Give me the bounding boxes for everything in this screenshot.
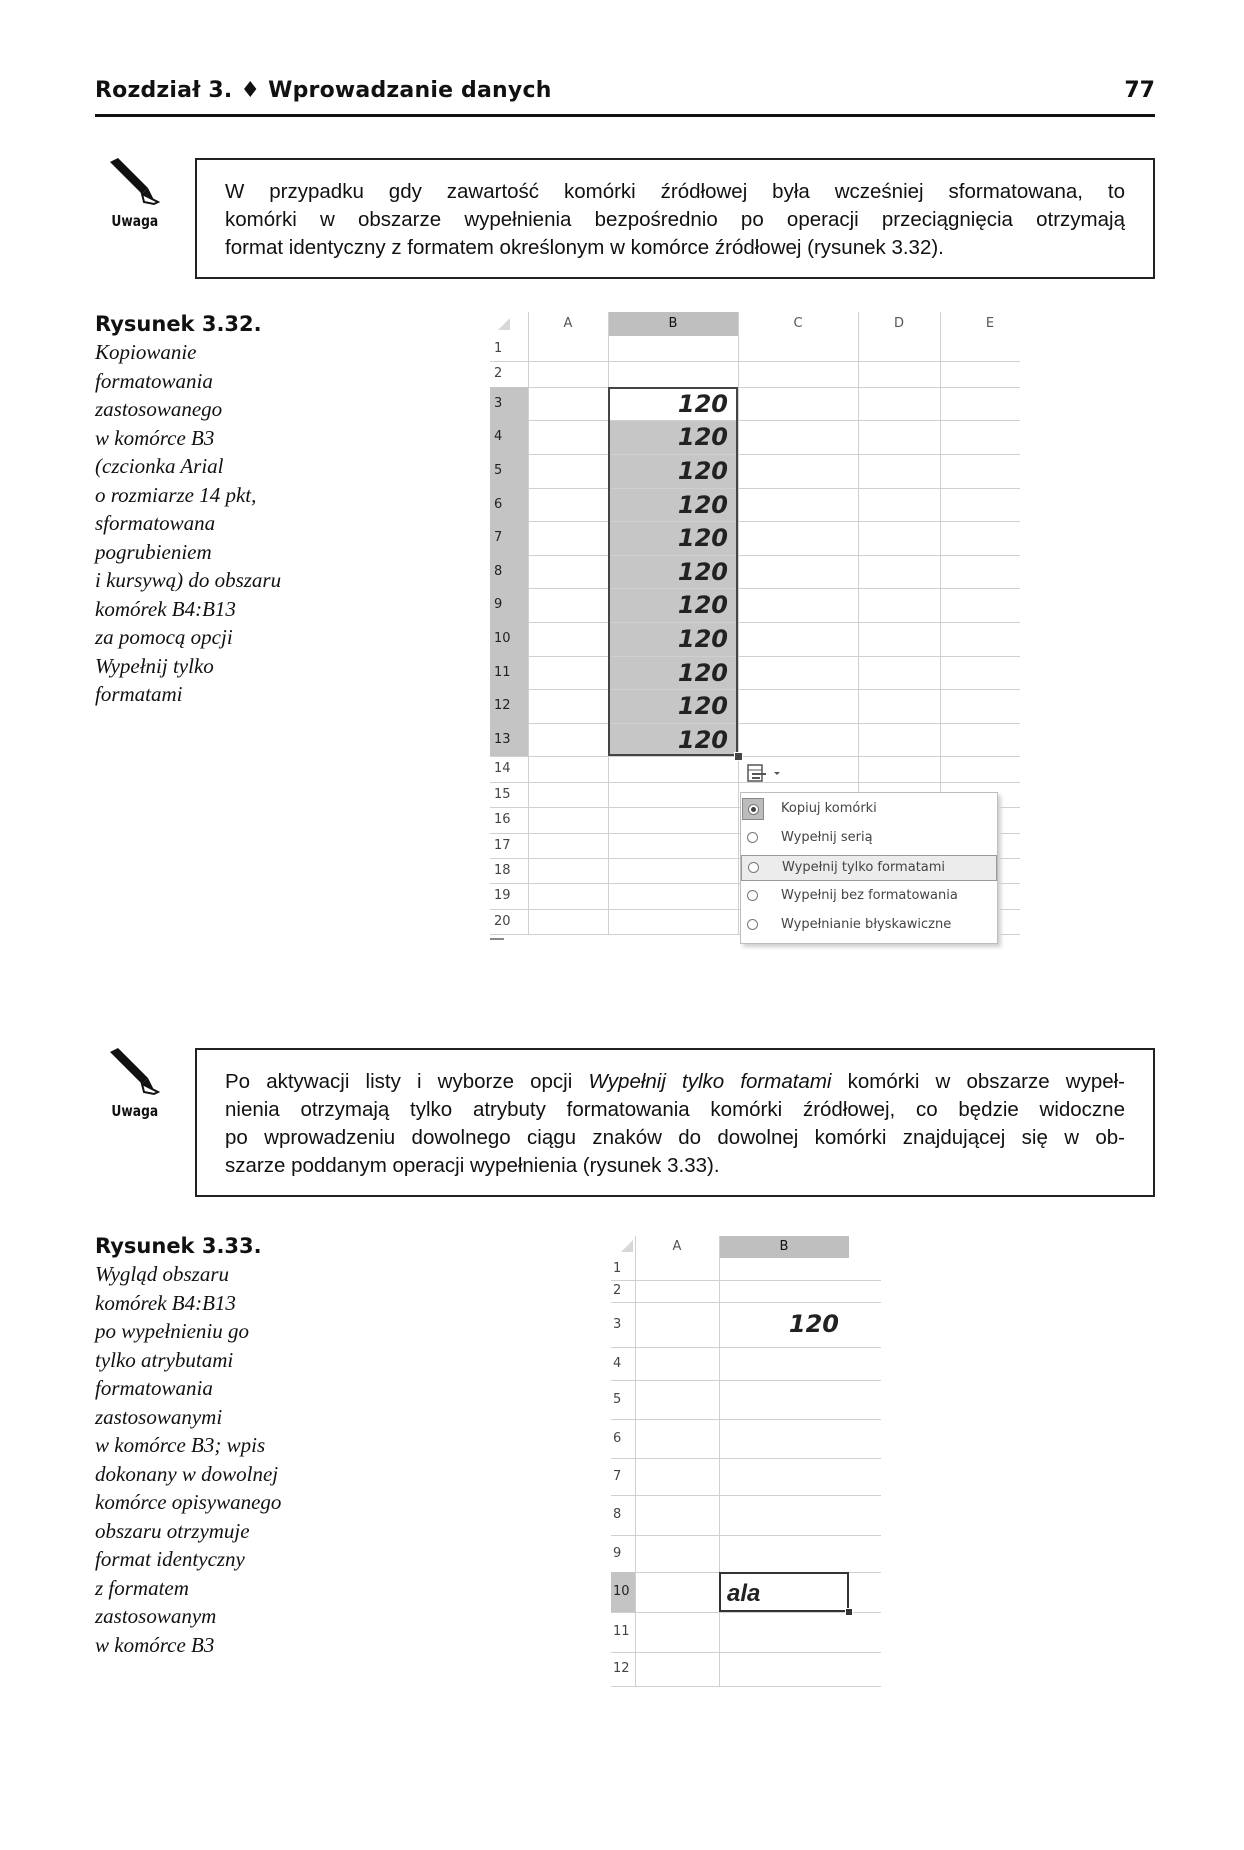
caption-line: o rozmiarze 14 pkt, <box>95 482 257 507</box>
gridline <box>490 723 1020 724</box>
column-header-e[interactable]: E <box>985 316 995 331</box>
figure-label: Rysunek 3.33. <box>95 1234 262 1258</box>
note-line: szarze poddanym operacji wypełnienia (rysunek 3.33). <box>225 1154 720 1177</box>
cell-b9[interactable]: 120 <box>609 589 738 622</box>
page-number: 77 <box>1124 78 1155 103</box>
figure-label: Rysunek 3.32. <box>95 312 262 336</box>
note-box-1 <box>195 158 1155 279</box>
row-header[interactable]: 7 <box>490 521 528 555</box>
caption-line: po wypełnieniu go <box>95 1319 249 1343</box>
pencil-icon <box>108 1048 164 1100</box>
fill-menu-item[interactable] <box>741 855 997 881</box>
row-header[interactable]: 3 <box>613 1317 622 1332</box>
gridline <box>611 1280 881 1281</box>
note-box-2 <box>195 1048 1155 1197</box>
pencil-icon <box>108 158 164 210</box>
gridline <box>490 387 1020 388</box>
radio-button[interactable] <box>743 857 765 879</box>
cell-b4[interactable]: 120 <box>609 421 738 454</box>
gridline <box>611 1380 881 1381</box>
row-header[interactable]: 5 <box>613 1392 622 1407</box>
gridline <box>611 1652 881 1653</box>
radio-circle-icon <box>748 804 759 815</box>
caption-line: Kopiowanie <box>95 340 197 364</box>
fill-menu-label: Wypełnij tylko formatami <box>782 860 946 876</box>
note-line: po wprowadzeniu dowolnego ciągu znaków do dowolnej komórki znajdującej się w ob- <box>225 1126 1125 1149</box>
gridline <box>490 361 1020 362</box>
caption-line: zastosowanym <box>95 1604 217 1628</box>
gridline <box>611 1347 881 1348</box>
column-header-c[interactable]: C <box>793 316 803 331</box>
radio-button[interactable] <box>742 914 764 936</box>
cell-b5[interactable]: 120 <box>609 455 738 488</box>
caption-line: zastosowanego <box>95 397 223 421</box>
cell-b11[interactable]: 120 <box>609 657 738 690</box>
row-header[interactable]: 2 <box>613 1283 622 1298</box>
gridline <box>490 488 1020 489</box>
row-header[interactable]: 14 <box>494 761 511 777</box>
option-name: Wypełnij tylko formatami <box>588 1070 832 1093</box>
row-header[interactable]: 6 <box>613 1431 622 1446</box>
fill-menu-label: Kopiuj komórki <box>781 801 877 817</box>
row-header[interactable]: 13 <box>490 723 528 757</box>
row-header[interactable]: 9 <box>490 588 528 622</box>
scroll-edge <box>490 938 504 940</box>
row-header[interactable]: 9 <box>613 1546 622 1561</box>
note-label: Uwaga <box>111 1102 159 1120</box>
row-header[interactable]: 18 <box>494 863 511 878</box>
auto-fill-options-button[interactable] <box>746 762 786 784</box>
row-header[interactable]: 10 <box>490 622 528 656</box>
note-icon-1 <box>98 158 178 248</box>
spreadsheet-figure-3-32 <box>480 312 1000 1022</box>
row-header[interactable]: 4 <box>490 420 528 454</box>
row-header[interactable]: 10 <box>611 1572 635 1612</box>
cell-b3[interactable]: 120 <box>788 1310 839 1338</box>
caption-line: komórek B4:B13 <box>95 1290 236 1315</box>
row-header[interactable]: 15 <box>494 786 511 802</box>
gridline <box>490 420 1020 421</box>
row-header[interactable]: 5 <box>490 454 528 488</box>
caption-line: formatowania <box>95 1376 213 1400</box>
caption-text <box>95 1260 355 1659</box>
row-header[interactable]: 19 <box>494 888 511 904</box>
column-header-a[interactable]: A <box>563 316 573 331</box>
gridline <box>611 1686 881 1687</box>
caption-line: w komórce B3 <box>95 425 215 450</box>
cell-b7[interactable]: 120 <box>609 522 738 555</box>
row-header[interactable]: 3 <box>490 387 528 421</box>
caption-line: pogrubieniem <box>95 539 212 564</box>
cell-b8[interactable]: 120 <box>609 556 738 589</box>
caption-line: formatowania <box>95 368 213 393</box>
caption-line: w komórce B3 <box>95 1632 215 1657</box>
caption-line: Wypełnij tylko <box>95 653 214 678</box>
select-all-corner-icon <box>619 1238 635 1254</box>
fill-menu-label: Wypełnij bez formatowania <box>781 888 958 904</box>
row-header[interactable]: 11 <box>490 656 528 690</box>
fill-menu-item[interactable] <box>741 797 997 823</box>
fill-menu-item[interactable] <box>741 913 997 939</box>
row-header[interactable]: 1 <box>613 1261 622 1276</box>
caption-line: (czcionka Arial <box>95 454 224 478</box>
gridline <box>490 656 1020 657</box>
fill-menu-item[interactable] <box>741 884 997 910</box>
cell-b10[interactable]: ala <box>719 1572 849 1612</box>
figure-caption-3-32 <box>95 312 355 709</box>
caption-line: obszaru otrzymuje <box>95 1518 250 1543</box>
gridline <box>490 622 1020 623</box>
caption-line: formatami <box>95 682 183 706</box>
note-label: Uwaga <box>111 212 159 230</box>
gridline <box>611 1419 881 1420</box>
caption-line: z formatem <box>95 1575 189 1600</box>
column-header-d[interactable]: D <box>893 316 904 331</box>
radio-circle-icon <box>747 832 758 843</box>
row-header[interactable]: 1 <box>494 341 503 356</box>
cell-b6[interactable]: 120 <box>609 489 738 522</box>
gridline <box>490 521 1020 522</box>
gridline <box>611 1458 881 1459</box>
note-icon-2 <box>98 1048 178 1138</box>
gridline <box>528 312 529 934</box>
row-header[interactable]: 4 <box>613 1356 622 1371</box>
row-header[interactable]: 8 <box>490 555 528 589</box>
spreadsheet-figure-3-33 <box>605 1236 885 1688</box>
radio-circle-icon <box>747 919 758 930</box>
gridline <box>490 689 1020 690</box>
radio-button[interactable] <box>742 827 764 849</box>
caption-line: komórek B4:B13 <box>95 596 236 621</box>
gridline <box>490 454 1020 455</box>
row-header[interactable]: 16 <box>494 812 511 828</box>
figure-caption-3-33 <box>95 1234 355 1659</box>
cell-b10[interactable]: 120 <box>609 623 738 656</box>
gridline <box>490 588 1020 589</box>
caption-line: komórce opisywanego <box>95 1490 282 1514</box>
row-header[interactable]: 20 <box>494 913 511 929</box>
caption-line: zastosowanymi <box>95 1404 223 1429</box>
row-header[interactable]: 11 <box>613 1624 630 1639</box>
note-line: komórki w obszarze wypełnienia bezpośrednio po operacji przeciągnięcia otrzymają <box>225 208 1125 231</box>
selection-border <box>608 387 738 757</box>
row-header[interactable]: 2 <box>494 366 503 382</box>
gridline <box>738 312 739 934</box>
caption-line: w komórce B3; wpis <box>95 1433 266 1457</box>
caption-line: dokonany w dowolnej <box>95 1461 279 1486</box>
caption-line: tylko atrybutami <box>95 1347 234 1372</box>
column-header-b[interactable]: B <box>608 312 738 336</box>
radio-circle-icon <box>748 862 759 873</box>
select-all-corner-icon <box>496 316 512 332</box>
fill-handle[interactable] <box>845 1608 853 1616</box>
cell-b3[interactable]: 120 <box>677 389 728 418</box>
fill-menu-item[interactable] <box>741 826 997 852</box>
fill-handle[interactable] <box>734 752 743 761</box>
caption-line: Wygląd obszaru <box>95 1262 229 1286</box>
auto-fill-options-menu <box>740 792 998 944</box>
note-line: format identyczny z formatem określonym w komórce źródłowej (rysunek 3.32). <box>225 236 944 259</box>
caption-text <box>95 338 355 709</box>
note-line: W przypadku gdy zawartość komórki źródłowej była wcześniej sformatowana, to <box>225 180 1125 203</box>
gridline <box>490 756 1020 757</box>
row-header[interactable]: 6 <box>490 488 528 522</box>
gridline <box>490 555 1020 556</box>
running-header <box>95 78 1155 117</box>
fill-menu-label: Wypełnij serią <box>781 830 873 846</box>
radio-button[interactable] <box>742 885 764 907</box>
note-line: Po aktywacji listy i wyborze opcji Wypełnij tylko formatami komórki w obszarze wypeł- <box>225 1070 1126 1093</box>
radio-circle-icon <box>747 890 758 901</box>
gridline <box>611 1495 881 1496</box>
column-header-b[interactable]: B <box>719 1236 849 1258</box>
caption-line: sformatowana <box>95 511 216 535</box>
chapter-title: Rozdział 3. ♦ Wprowadzanie danych <box>95 78 552 103</box>
row-header[interactable]: 8 <box>613 1507 622 1522</box>
auto-fill-options-icon[interactable] <box>746 762 786 784</box>
row-header[interactable]: 12 <box>490 689 528 723</box>
gridline <box>611 1535 881 1536</box>
row-header[interactable]: 17 <box>494 837 511 853</box>
caption-line: format identyczny <box>95 1547 245 1571</box>
radio-button[interactable] <box>742 798 764 820</box>
caption-line: i kursywą) do obszaru <box>95 568 282 592</box>
cell-b12[interactable]: 120 <box>609 690 738 723</box>
cell-b13[interactable]: 120 <box>609 724 738 757</box>
fill-menu-label: Wypełnianie błyskawiczne <box>781 917 952 933</box>
column-header-a[interactable]: A <box>672 1239 682 1254</box>
caption-line: za pomocą opcji <box>95 625 233 649</box>
gridline <box>635 1236 636 1686</box>
note-line: nienia otrzymają tylko atrybuty formatowania komórki źródłowej, co będzie widoczne <box>225 1098 1125 1121</box>
row-header[interactable]: 12 <box>613 1661 630 1676</box>
row-header[interactable]: 7 <box>613 1469 622 1484</box>
